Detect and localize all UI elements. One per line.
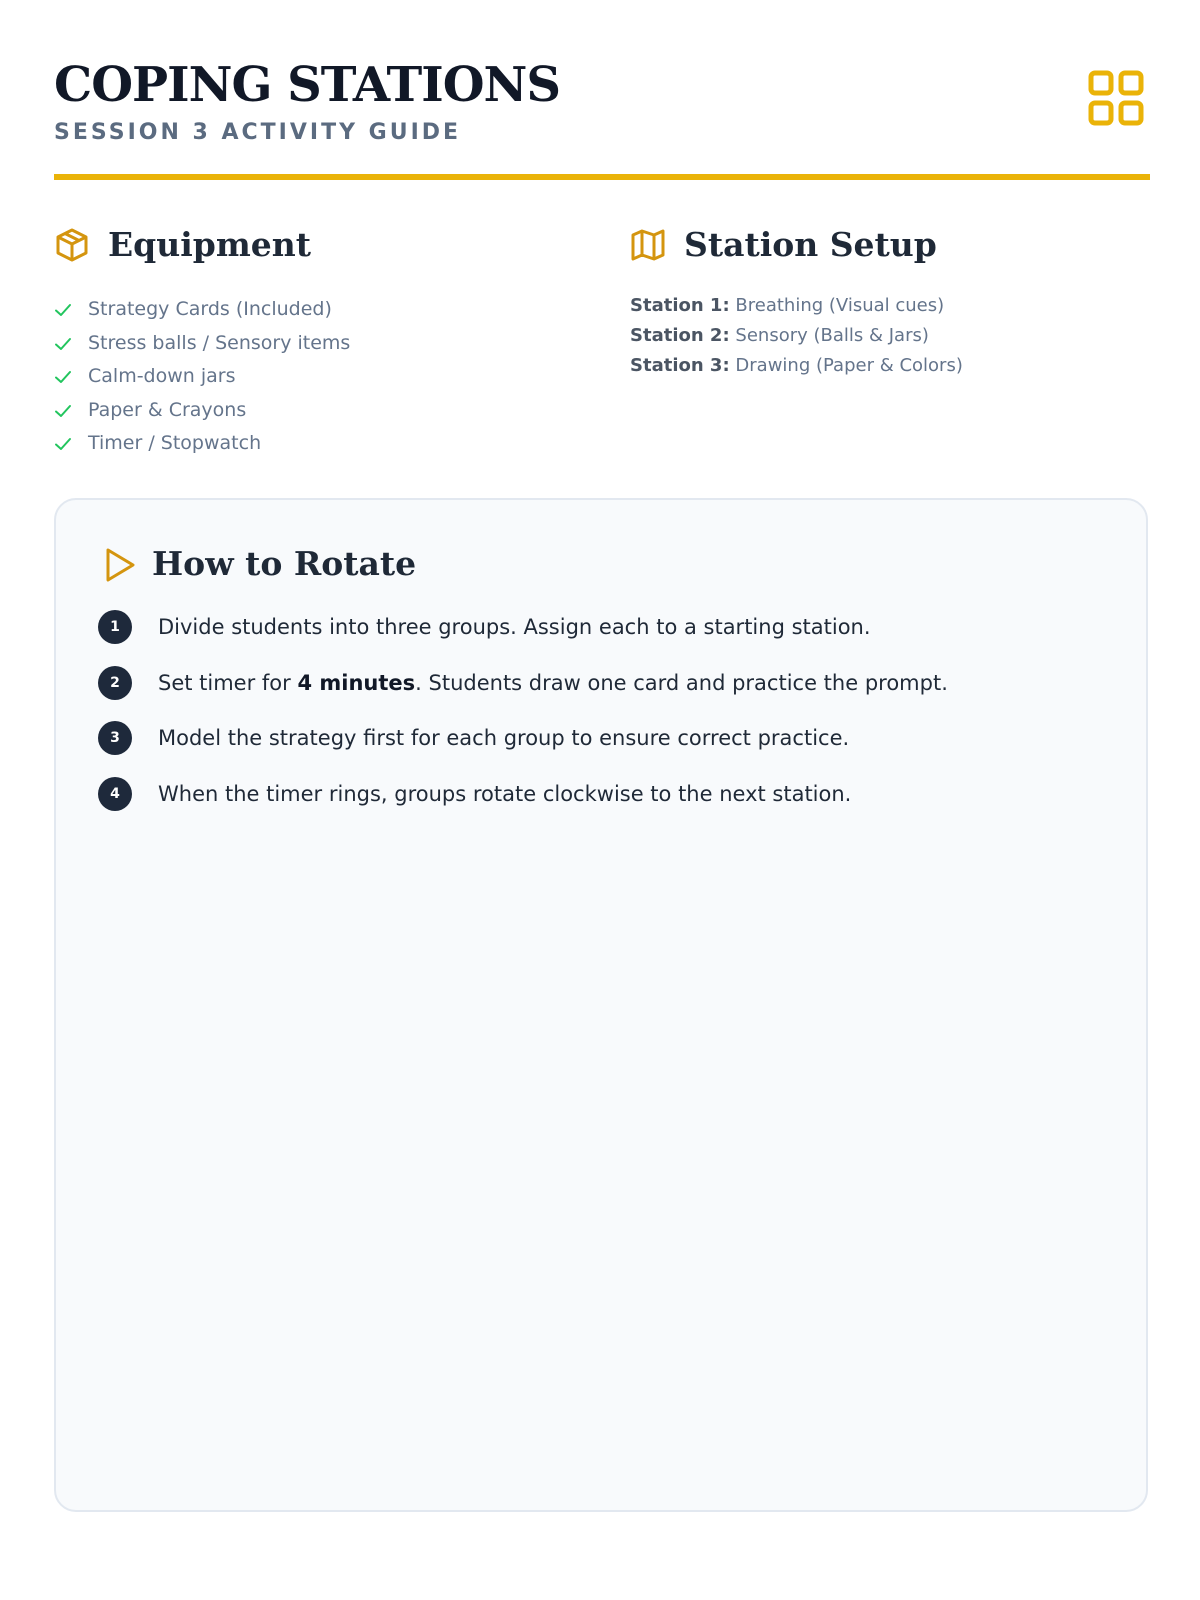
- step-number-badge: 2: [98, 666, 132, 700]
- step-text-emphasis: 4 minutes: [297, 670, 416, 695]
- equipment-section: [54, 225, 594, 465]
- step-text: When the timer rings, groups rotate clockwise to the next station.: [158, 781, 852, 806]
- box-icon: [54, 227, 90, 263]
- list-item: [54, 394, 350, 428]
- equipment-item-label: Timer / Stopwatch: [88, 432, 262, 454]
- equipment-item-label: Calm-down jars: [88, 365, 236, 387]
- station-setup-title: Station Setup: [684, 225, 937, 264]
- step-text-end: . Students draw one card and practice the prompt.: [415, 670, 948, 695]
- check-icon: [54, 435, 72, 453]
- header-divider: [54, 174, 1150, 180]
- station-label: Station 2:: [630, 325, 730, 346]
- list-item: [54, 360, 350, 394]
- list-item: [54, 327, 350, 361]
- equipment-list: [54, 293, 350, 461]
- map-icon: [630, 227, 666, 263]
- page-subtitle: SESSION 3 ACTIVITY GUIDE: [54, 120, 462, 145]
- step-text: [158, 666, 948, 700]
- station-value: Breathing (Visual cues): [735, 295, 945, 316]
- step-number-badge: 3: [98, 721, 132, 755]
- equipment-item-label: Strategy Cards (Included): [88, 298, 332, 320]
- step-text: Divide students into three groups. Assign each to a starting station.: [158, 615, 871, 639]
- play-icon: [100, 546, 138, 584]
- check-icon: [54, 402, 72, 420]
- equipment-item-label: Paper & Crayons: [88, 398, 247, 421]
- station-setup-section: [630, 225, 1150, 425]
- station-row: [630, 291, 963, 321]
- step-text: Model the strategy first for each group to ensure correct practice.: [158, 726, 850, 750]
- station-value: Drawing (Paper & Colors): [735, 355, 963, 376]
- equipment-item-label: Stress balls / Sensory items: [88, 331, 351, 354]
- step-text-start: Set timer for: [158, 670, 298, 695]
- check-icon: [54, 368, 72, 386]
- check-icon: [54, 301, 72, 319]
- check-icon: [54, 335, 72, 353]
- grid-icon: [1088, 70, 1144, 126]
- station-row: [630, 351, 963, 381]
- page-title: COPING STATIONS: [54, 57, 561, 113]
- step-number-badge: 4: [98, 777, 132, 811]
- how-to-rotate-title: How to Rotate: [152, 544, 417, 583]
- header: [54, 56, 1150, 180]
- station-label: Station 1:: [630, 295, 730, 316]
- page: [54, 0, 1150, 1600]
- list-item: [54, 293, 350, 327]
- station-label: Station 3:: [630, 355, 730, 376]
- step-number-badge: 1: [98, 610, 132, 644]
- station-row: [630, 321, 963, 351]
- how-to-rotate-card: [54, 498, 1148, 1512]
- equipment-title: Equipment: [108, 225, 311, 264]
- station-list: [630, 291, 963, 381]
- station-value: Sensory (Balls & Jars): [735, 325, 929, 346]
- list-item: [54, 427, 350, 461]
